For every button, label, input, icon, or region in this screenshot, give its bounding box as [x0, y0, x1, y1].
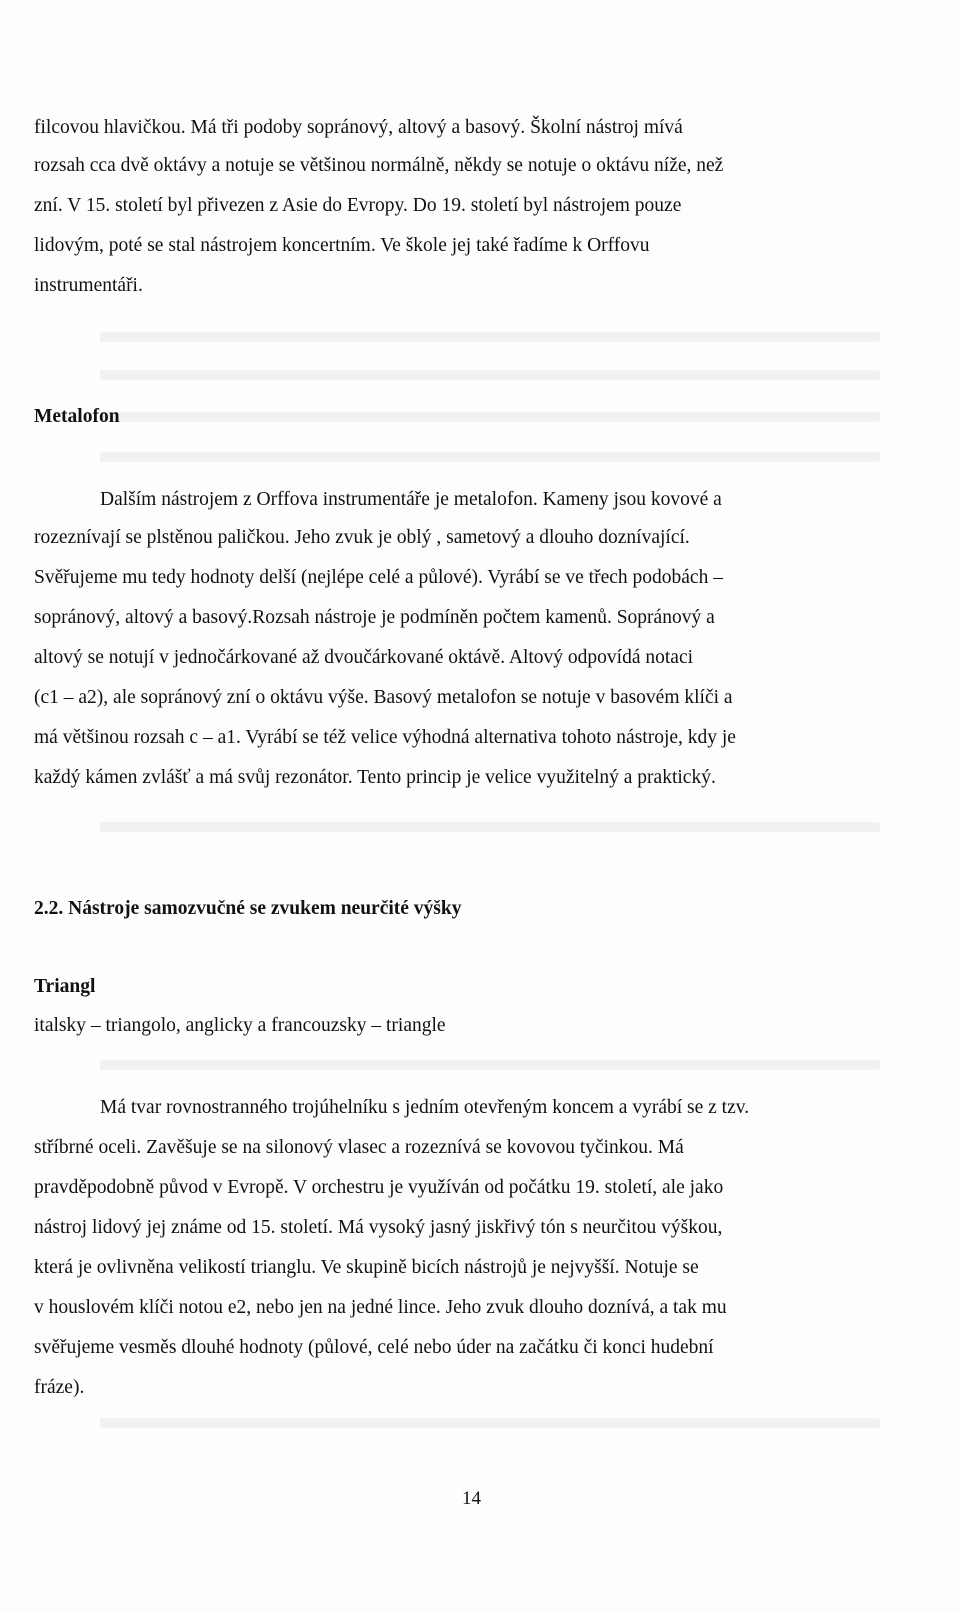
- intro-line: zní. V 15. století byl přivezen z Asie do Evropy. Do 19. století byl nástrojem pouze: [34, 195, 682, 216]
- metalofon-line: Svěřujeme mu tedy hodnoty delší (nejlépe celé a půlové). Vyrábí se ve třech podobách –: [34, 567, 723, 588]
- intro-line: rozsah cca dvě oktávy a notuje se většinou normálně, někdy se notuje o oktávu níže, než: [34, 155, 724, 176]
- metalofon-line: altový se notují v jednočárkované až dvoučárkované oktávě. Altový odpovídá notaci: [34, 647, 694, 668]
- bleed-through-mark: [100, 370, 880, 380]
- bleed-through-mark: [100, 1418, 880, 1428]
- metalofon-line: (c1 – a2), ale sopránový zní o oktávu výše. Basový metalofon se notuje v basovém klíči a: [34, 687, 733, 708]
- bleed-through-mark: [100, 452, 880, 462]
- triangl-heading: Triangl: [34, 976, 96, 997]
- metalofon-line: rozeznívají se plstěnou paličkou. Jeho zvuk je oblý , sametový a dlouho doznívající.: [34, 527, 690, 548]
- triangl-line: nástroj lidový jej známe od 15. století. Má vysoký jasný jiskřivý tón s neurčitou výškou,: [34, 1217, 723, 1238]
- bleed-through-mark: [100, 1060, 880, 1070]
- triangl-line: fráze).: [34, 1377, 85, 1398]
- triangl-line: pravděpodobně původ v Evropě. V orchestru je využíván od počátku 19. století, ale jako: [34, 1177, 724, 1198]
- intro-line: filcovou hlavičkou. Má tři podoby sopránový, altový a basový. Školní nástroj mívá: [34, 117, 683, 138]
- section-heading: 2.2. Nástroje samozvučné se zvukem neurčité výšky: [34, 898, 462, 919]
- bleed-through-mark: [100, 822, 880, 832]
- triangl-line: která je ovlivněna velikostí trianglu. Ve skupině bicích nástrojů je nejvyšší. Notuje se: [34, 1257, 699, 1278]
- metalofon-line: sopránový, altový a basový.Rozsah nástroje je podmíněn počtem kamenů. Sopránový a: [34, 607, 715, 628]
- bleed-through-mark: [100, 412, 880, 422]
- triangl-line: stříbrné oceli. Zavěšuje se na silonový vlasec a rozeznívá se kovovou tyčinkou. Má: [34, 1137, 684, 1158]
- metalofon-heading: Metalofon: [34, 406, 120, 427]
- page-number: 14: [462, 1488, 481, 1509]
- intro-line: instrumentáři.: [34, 275, 143, 296]
- metalofon-line: každý kámen zvlášť a má svůj rezonátor. Tento princip je velice využitelný a praktický.: [34, 767, 716, 788]
- triangl-subtitle: italsky – triangolo, anglicky a francouzsky – triangle: [34, 1015, 446, 1036]
- triangl-line: Má tvar rovnostranného trojúhelníku s jedním otevřeným koncem a vyrábí se z tzv.: [100, 1097, 750, 1118]
- triangl-line: svěřujeme vesměs dlouhé hodnoty (půlové, celé nebo úder na začátku či konci hudební: [34, 1337, 714, 1358]
- metalofon-line: Dalším nástrojem z Orffova instrumentáře je metalofon. Kameny jsou kovové a: [100, 489, 722, 510]
- intro-line: lidovým, poté se stal nástrojem koncertním. Ve škole jej také řadíme k Orffovu: [34, 235, 650, 256]
- triangl-line: v houslovém klíči notou e2, nebo jen na jedné lince. Jeho zvuk dlouho doznívá, a tak mu: [34, 1297, 727, 1318]
- bleed-through-mark: [100, 332, 880, 342]
- metalofon-line: má většinou rozsah c – a1. Vyrábí se též velice výhodná alternativa tohoto nástroje, kdy je: [34, 727, 736, 748]
